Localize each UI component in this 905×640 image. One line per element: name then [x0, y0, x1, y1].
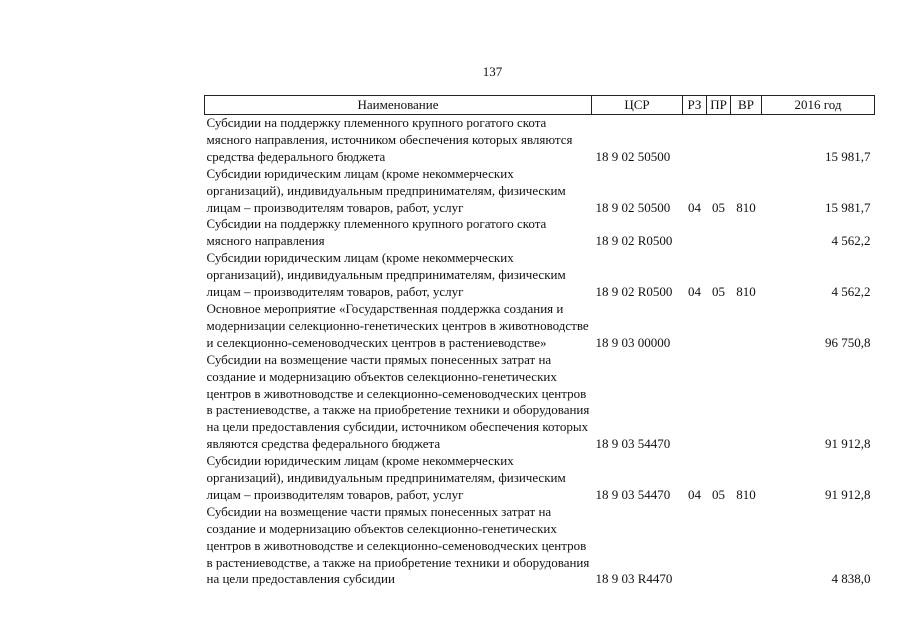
row-name	[205, 250, 592, 301]
row-name-line: лицам – производителям товаров, работ, услуг	[206, 284, 464, 300]
row-name-line: Субсидии на поддержку племенного крупного рогатого скота	[206, 115, 547, 130]
row-name-line: Субсидии юридическим лицам (кроме некоммерческих	[206, 165, 514, 181]
row-name	[205, 504, 592, 589]
row-amount: 91 912,8	[825, 486, 871, 502]
row-name-line: центров в животноводстве и селекционно-семеноводческих центров	[206, 537, 587, 553]
row-name	[205, 216, 592, 250]
row-name-line: Субсидии юридическим лицам (кроме некоммерческих	[206, 250, 514, 266]
row-csr: 18 9 02 R0500	[595, 233, 673, 249]
row-rz	[683, 115, 707, 166]
row-pr	[707, 504, 731, 589]
row-name	[205, 453, 592, 504]
header-pr: ПР	[707, 96, 731, 115]
row-name-line: модернизации селекционно-генетических центров в животноводстве	[206, 317, 589, 333]
row-name	[205, 115, 592, 166]
row-pr: 05	[712, 199, 725, 215]
row-csr: 18 9 02 50500	[595, 199, 671, 215]
table-row	[205, 250, 875, 301]
row-name	[205, 166, 592, 217]
table-row	[205, 453, 875, 504]
table-row	[205, 115, 875, 166]
row-name-line: центров в животноводстве и селекционно-семеноводческих центров	[206, 385, 587, 401]
row-name-line: Субсидии на возмещение части прямых понесенных затрат на	[206, 503, 552, 519]
row-amount: 91 912,8	[825, 436, 871, 452]
row-vr	[731, 504, 762, 589]
row-name-line: на цели предоставления субсидии	[206, 571, 395, 587]
row-pr	[707, 115, 731, 166]
row-rz: 04	[688, 199, 701, 215]
row-name-line: лицам – производителям товаров, работ, услуг	[206, 486, 464, 502]
table-row	[205, 352, 875, 453]
header-csr: ЦСР	[592, 96, 683, 115]
row-rz: 04	[688, 486, 701, 502]
row-vr	[731, 216, 762, 250]
row-vr: 810	[736, 284, 756, 300]
row-name-line: в растениеводстве, а также на приобретение техники и оборудования	[206, 402, 590, 418]
row-name-line: Субсидии на поддержку племенного крупного рогатого скота	[206, 216, 547, 232]
header-year: 2016 год	[762, 96, 875, 115]
row-rz	[683, 504, 707, 589]
table-row	[205, 216, 875, 250]
row-rz	[683, 352, 707, 453]
table-row	[205, 504, 875, 589]
row-csr: 18 9 03 54470	[595, 486, 671, 502]
row-name-line: организаций), индивидуальным предпринимателям, физическим	[206, 470, 566, 486]
row-vr: 810	[736, 486, 756, 502]
row-name-line: организаций), индивидуальным предпринимателям, физическим	[206, 182, 566, 198]
row-name-line: создание и модернизацию объектов селекционно-генетических	[206, 520, 557, 536]
row-name-line: мясного направления	[206, 233, 325, 249]
header-name: Наименование	[205, 96, 592, 115]
row-pr	[707, 352, 731, 453]
row-vr	[731, 301, 762, 352]
row-amount: 15 981,7	[825, 199, 871, 215]
row-name-line: Основное мероприятие «Государственная поддержка создания и	[206, 300, 564, 316]
row-csr: 18 9 02 R0500	[595, 284, 673, 300]
row-amount: 4 562,2	[831, 233, 871, 249]
header-vr: ВР	[731, 96, 762, 115]
header-rz: РЗ	[683, 96, 707, 115]
row-vr	[731, 115, 762, 166]
row-csr: 18 9 02 50500	[595, 148, 671, 164]
row-vr	[731, 352, 762, 453]
row-name-line: в растениеводстве, а также на приобретение техники и оборудования	[206, 554, 590, 570]
header-row	[205, 96, 875, 115]
row-name-line: Субсидии юридическим лицам (кроме некоммерческих	[206, 453, 514, 469]
row-rz	[683, 301, 707, 352]
row-amount: 15 981,7	[825, 148, 871, 164]
row-name-line: на цели предоставления субсидии, источником обеспечения которых	[206, 419, 589, 435]
row-name-line: организаций), индивидуальным предпринимателям, физическим	[206, 267, 566, 283]
table-row	[205, 301, 875, 352]
row-csr: 18 9 03 R4470	[595, 571, 673, 587]
table-body	[205, 115, 875, 589]
table-header	[205, 96, 875, 115]
row-csr: 18 9 03 54470	[595, 436, 671, 452]
row-rz: 04	[688, 284, 701, 300]
row-rz	[683, 216, 707, 250]
row-name-line: и селекционно-семеноводческих центров в растениеводстве»	[206, 334, 547, 350]
table-row	[205, 166, 875, 217]
page-number: 137	[482, 64, 503, 79]
row-amount: 96 750,8	[825, 334, 871, 350]
row-name	[205, 301, 592, 352]
row-name-line: средства федерального бюджета	[206, 148, 386, 164]
row-vr: 810	[736, 199, 756, 215]
row-pr	[707, 301, 731, 352]
row-name-line: являются средства федерального бюджета	[206, 436, 441, 452]
row-pr	[707, 216, 731, 250]
row-pr: 05	[712, 284, 725, 300]
row-pr: 05	[712, 486, 725, 502]
row-csr: 18 9 03 00000	[595, 334, 671, 350]
row-amount: 4 838,0	[831, 571, 871, 587]
budget-table	[204, 95, 875, 588]
row-name	[205, 352, 592, 453]
row-amount: 4 562,2	[831, 284, 871, 300]
row-name-line: Субсидии на возмещение части прямых понесенных затрат на	[206, 351, 552, 367]
row-name-line: лицам – производителям товаров, работ, услуг	[206, 199, 464, 215]
row-name-line: создание и модернизацию объектов селекционно-генетических	[206, 368, 557, 384]
row-name-line: мясного направления, источником обеспечения которых являются	[206, 131, 573, 147]
